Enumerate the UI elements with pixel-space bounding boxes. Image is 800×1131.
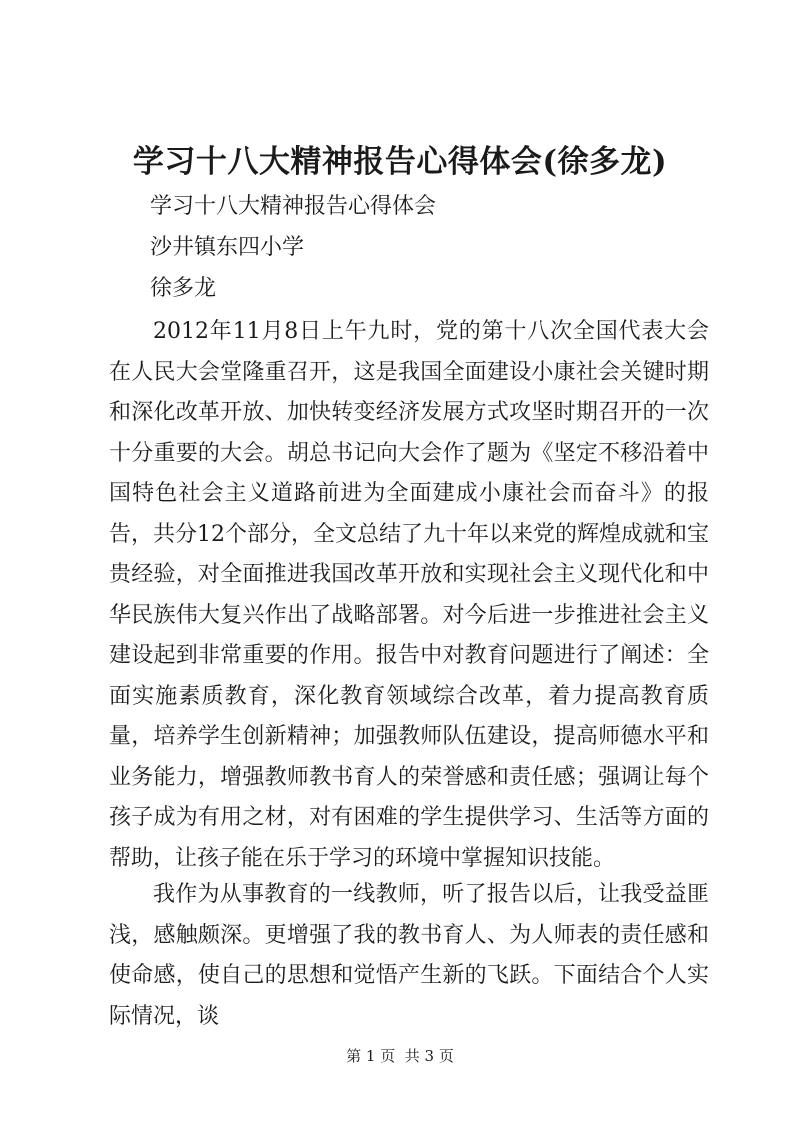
document-subtitle: 学习十八大精神报告心得体会 [150, 194, 437, 219]
document-title: 学习十八大精神报告心得体会(徐多龙) [132, 144, 668, 180]
page-number-footer: 第 1 页 共 3 页 [346, 1047, 454, 1065]
school-name: 沙井镇东四小学 [150, 235, 305, 260]
body-paragraph-2: 我作为从事教育的一线教师，听了报告以后，让我受益匪浅，感触颇深。更增强了我的教书育人、为人师表的责任感和使命感，使自己的思想和觉悟产生新的飞跃。下面结合个人实际情况，谈 [109, 882, 709, 1029]
body-paragraph-1: 2012年11月8日上午九时，党的第十八次全国代表大会在人民大会堂隆重召开，这是我国全面建设小康社会关键时期和深化改革开放、加快转变经济发展方式攻坚时期召开的一次十分重要的大会。胡总书记向大会作了题为《坚定不移沿着中国特色社会主义道路前进为全面建成小康社会而奋斗》的报告，共分12个部分，全文总结了九十年以来党的辉煌成就和宝贵经验，对全面推进我国改革开放和实现社会主义现代化和中华民族伟大复兴作出了战略部署。对今后进一步推进社会主义建设起到非常重要的作用。报告中对教育问题进行了阐述：全面实施素质教育，深化教育领域综合改革，着力提高教育质量，培养学生创新精神；加强教师队伍建设，提高师德水平和业务能力，增强教师教书育人的荣誉感和责任感；强调让每个孩子成为有用之材，对有困难的学生提供学习、生活等方面的帮助，让孩子能在乐于学习的环境中掌握知识技能。 [109, 319, 709, 871]
author-name: 徐多龙 [150, 276, 217, 301]
